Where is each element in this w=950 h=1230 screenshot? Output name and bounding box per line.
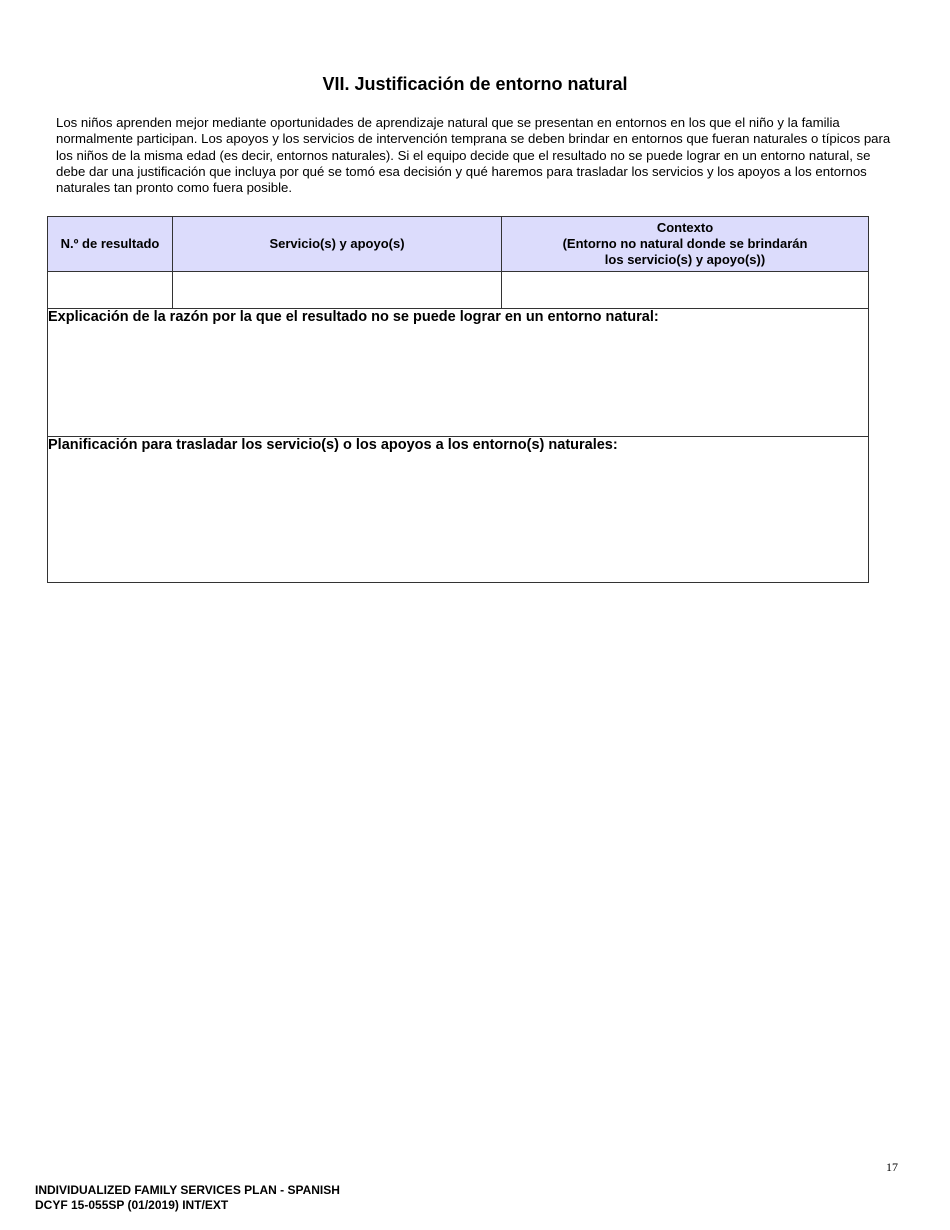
header-context-desc-1: (Entorno no natural donde se brindarán [562, 236, 808, 251]
header-context-title: Contexto [656, 220, 714, 235]
page-number: 17 [886, 1160, 898, 1174]
planning-label: Planificación para trasladar los servicio(s) o los apoyos a los entorno(s) naturales: [48, 437, 618, 453]
footer [35, 1183, 340, 1212]
services-field[interactable] [173, 272, 502, 309]
page-title: VII. Justificación de entorno natural [322, 74, 628, 94]
table-row [48, 272, 869, 309]
explanation-field[interactable] [48, 309, 869, 437]
footer-form-title: INDIVIDUALIZED FAMILY SERVICES PLAN - SPANISH [35, 1183, 340, 1197]
planning-section [48, 437, 869, 583]
natural-environment-table [47, 216, 869, 583]
explanation-label: Explicación de la razón por la que el resultado no se puede lograr en un entorno natural: [48, 309, 659, 325]
header-services: Servicio(s) y apoyo(s) [173, 217, 502, 272]
header-context-desc-2: los servicio(s) y apoyo(s)) [604, 252, 766, 267]
planning-field[interactable] [48, 437, 869, 583]
context-field[interactable] [502, 272, 869, 309]
intro-paragraph: Los niños aprenden mejor mediante oportunidades de aprendizaje natural que se presentan en entornos en los que el niño y la familia normalmente participan. Los apoyos y los servicios de intervención temprana se deben brindar en entornos que fueran naturales o típicos para los niños de la misma edad (es decir, entornos naturales). Si el equipo decide que el resultado no se puede lograr en un entorno natural, se debe dar una justificación que incluya por qué se tomó esa decisión y qué haremos para trasladar los servicios y los apoyos a los entornos naturales tan pronto como fuera posible. [56, 115, 891, 196]
outcome-number-field[interactable] [48, 272, 173, 309]
header-outcome-number: N.º de resultado [48, 217, 173, 272]
explanation-section [48, 309, 869, 437]
header-context [502, 217, 869, 272]
footer-form-code: DCYF 15-055SP (01/2019) INT/EXT [35, 1197, 229, 1212]
table-header-row [48, 217, 869, 272]
